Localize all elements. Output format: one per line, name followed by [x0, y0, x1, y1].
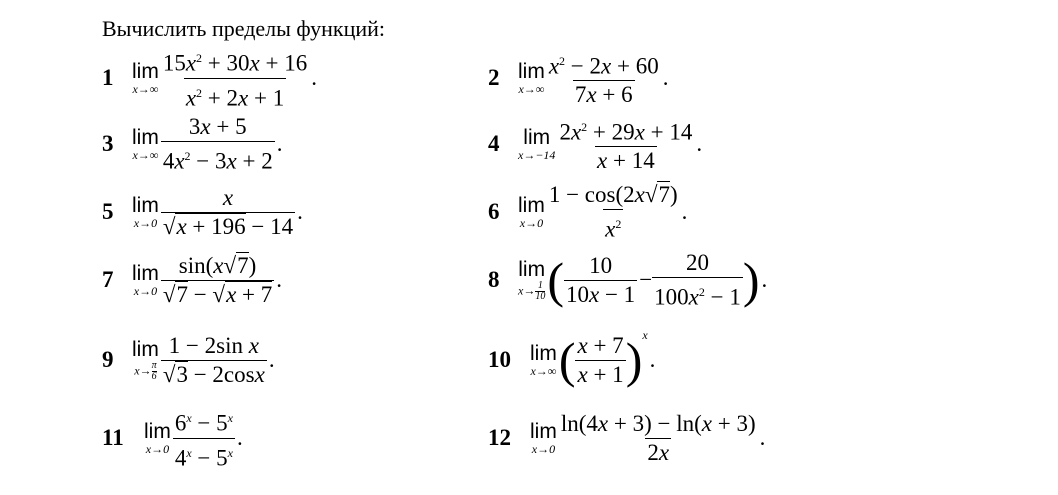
fraction: $\frac{\sin(x√7)}{√7 - √x + 7}$ [162, 252, 273, 307]
problem-number: 7 [102, 267, 114, 292]
problem-number: 9 [102, 347, 114, 372]
problem-number: 11 [102, 425, 124, 450]
limit-operator: lim x→∞ [530, 341, 557, 378]
fraction: $\frac{\text{1 − 2sin x}}{√3 - 2\cos x}$ [162, 332, 265, 387]
task-title: Вычислить пределы функций: [102, 16, 386, 41]
fraction: $\frac{15x^2 + 30x + 16}{x^2 + 2x + 1}$ [162, 50, 308, 111]
limit-operator: lim x→ $\frac{\pi}{6}$ [132, 337, 159, 382]
problem-number: 12 [488, 425, 511, 450]
problem-number: 4 [488, 131, 500, 156]
problem-9: 9 lim x→ $\frac{\pi}{6}$ $\frac{\text{1 − 2sin x}}{√3 - 2\cos x}$ . [102, 332, 275, 387]
problem-12: 12 lim x→0 $\frac{\ln(4x + 3) - \ln(x + 3)}{2x}$ . [488, 410, 766, 465]
fraction: $\frac{x^2 - 2x + 60}{7x + 6}$ [548, 53, 659, 108]
limit-operator: lim x→ $\frac{1}{10}$ [518, 257, 546, 302]
problem-7: 7 lim x→0 $\frac{\sin(x√7)}{√7 - √x + 7}$ . [102, 252, 283, 307]
fraction: $\frac{20}{100x^2 - 1}$ [654, 249, 741, 310]
limit-operator: lim x→∞ [132, 59, 159, 96]
fraction: $\frac{10}{10x - 1}$ [565, 252, 636, 307]
problem-number: 10 [488, 347, 511, 372]
limit-operator: lim x→0 [518, 193, 545, 230]
fraction: $\frac{6^x - 5^x}{4^x - 5^x}$ [174, 410, 233, 471]
limit-operator: lim x→0 [530, 419, 557, 456]
problem-number: 3 [102, 131, 114, 156]
limit-operator: lim x→0 [132, 261, 159, 298]
limit-operator: lim x→∞ [132, 125, 159, 162]
problem-number: 6 [488, 199, 500, 224]
problem-number: 5 [102, 199, 114, 224]
problem-3: 3 lim x→∞ $\frac{3x + 5}{4x^2 - 3x + 2}$ . [102, 113, 283, 174]
problem-number: 1 [102, 65, 114, 90]
problem-5: 5 lim x→0 $\frac{x}{√x + 196 - 14}$ . [102, 184, 303, 239]
limit-operator: lim x→∞ [518, 59, 545, 96]
fraction: $\frac{x}{√x + 196 - 14}$ [162, 184, 294, 239]
limit-operator: lim x→−14 [518, 125, 556, 162]
limit-operator: lim x→0 [144, 419, 171, 456]
problem-number: 2 [488, 65, 500, 90]
limit-operator: lim x→0 [132, 193, 159, 230]
fraction: $\frac{3x + 5}{4x^2 - 3x + 2}$ [162, 113, 273, 174]
problem-4: 4 lim x→−14 $\frac{2x^2 + 29x + 14}{x + 14}$ . [488, 110, 702, 178]
fraction: $\frac{2x^2 + 29x + 14}{x + 14}$ [559, 119, 693, 174]
fraction: $\frac{1 - \cos(2x√7)}{x^2}$ [548, 181, 678, 242]
fraction: $\frac{x + 7}{x + 1}$ [577, 332, 624, 387]
problem-2: 2 lim x→∞ $\frac{x^2 - 2x + 60}{7x + 6}$ . [488, 44, 668, 112]
fraction: $\frac{\ln(4x + 3) - \ln(x + 3)}{2x}$ [560, 410, 756, 465]
problem-8: 8 lim x→ $\frac{1}{10}$ ( $\frac{10}{10x - 1}$ − $\frac{20}{100x^2 - 1}$ ) . [488, 249, 768, 310]
problem-1: 1 lim x→∞ $\frac{15x^2 + 30x + 16}{x^2 + 2x + 1}$ . [102, 44, 317, 112]
problem-number: 8 [488, 267, 500, 292]
problem-10: 10 lim x→∞ ( $\frac{x + 7}{x + 1}$ ) $^x$ . [488, 328, 656, 388]
problem-6: 6 lim x→0 $\frac{1 - \cos(2x√7)}{x^2}$ . [488, 181, 688, 242]
problem-11: 11 lim x→0 $\frac{6^x - 5^x}{4^x - 5^x}$ . [102, 404, 243, 472]
